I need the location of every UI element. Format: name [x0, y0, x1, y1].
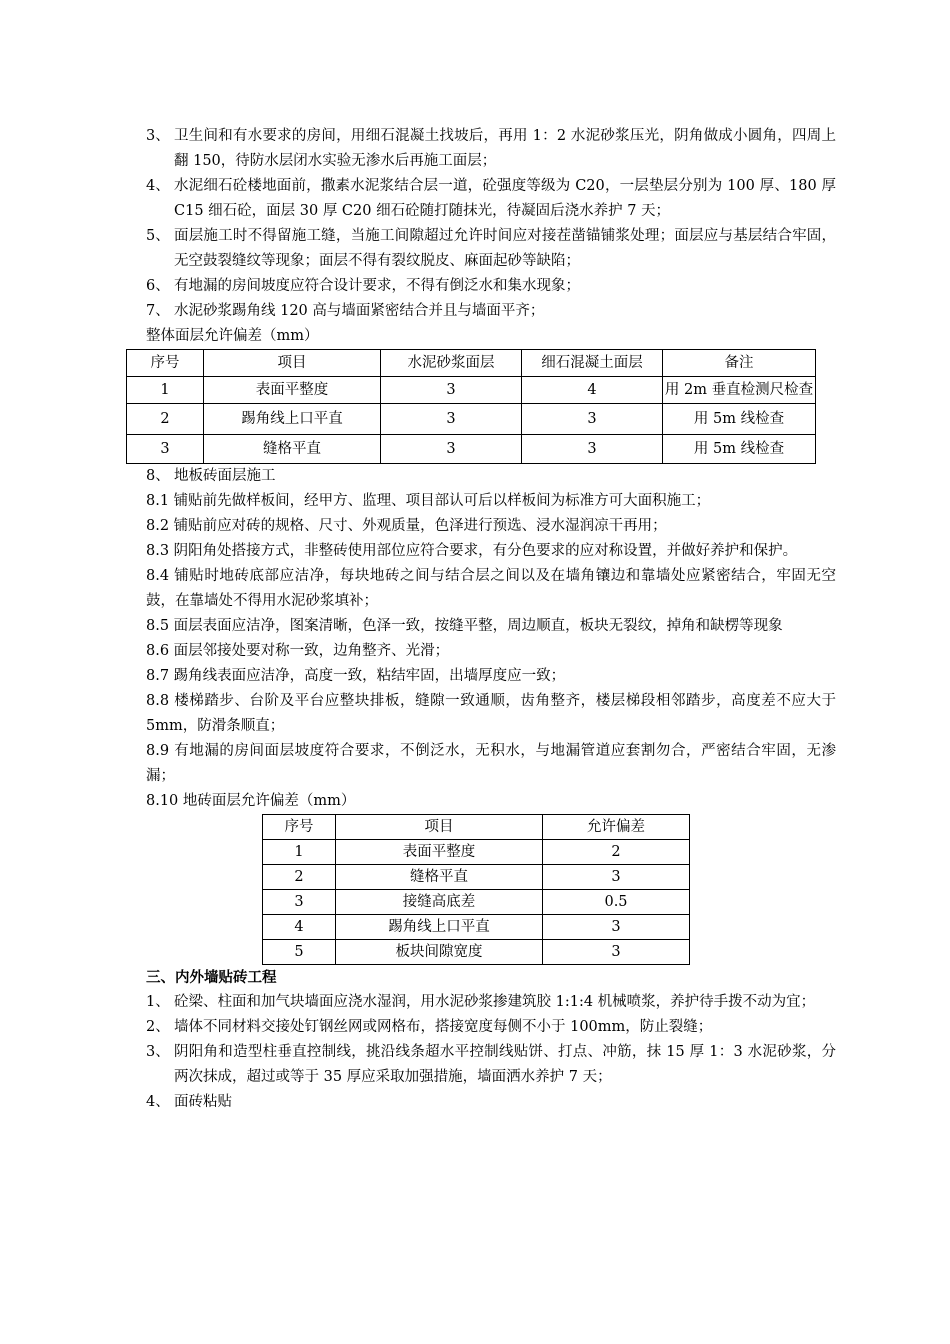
- paragraph-8-6: 8.6 面层邻接处要对称一致，边角整齐、光滑；: [146, 643, 450, 659]
- item-text: 卫生间和有水要求的房间，用细石混凝土找坡后，再用 1：2 水泥砂浆压光，阴角做成小圆角，四周上翻 150，待防水层闭水实验无渗水后再施工面层；: [174, 128, 836, 169]
- list-item-3: [146, 124, 836, 174]
- floor-tile-paragraphs: [146, 489, 836, 789]
- table-row: [127, 377, 816, 404]
- item-number: 3、: [146, 128, 170, 144]
- table-row: [127, 435, 816, 464]
- table-row: [263, 940, 690, 965]
- table-cell: 0.5: [543, 890, 690, 915]
- table2-caption: 8.10 地砖面层允许偏差（mm）: [146, 793, 356, 809]
- table-row: [263, 890, 690, 915]
- list-c: [146, 990, 836, 1115]
- table-header-cell: 序号: [127, 350, 204, 377]
- table-header-row: [263, 815, 690, 840]
- table-cell: 2: [543, 840, 690, 865]
- list-item-4: [146, 174, 836, 224]
- table-header-cell: 项目: [336, 815, 543, 840]
- table-header-cell: 序号: [263, 815, 336, 840]
- table-cell: 表面平整度: [336, 840, 543, 865]
- wall-tile-item-1: [146, 990, 836, 1015]
- paragraph-8-9: 8.9 有地漏的房间面层坡度符合要求，不倒泛水，无积水，与地漏管道应套割勿合，严密结合牢固，无渗漏；: [146, 743, 836, 784]
- table-cell: 用 5m 线检查: [663, 435, 816, 464]
- table-cell: 踢角线上口平直: [204, 404, 381, 435]
- table-cell: 用 2m 垂直检测尺检查: [663, 377, 816, 404]
- paragraph-8-3: 8.3 阴阳角处搭接方式，非整砖使用部位应符合要求，有分色要求的应对称设置，并做好养护和保护。: [146, 543, 798, 559]
- table-cell: 3: [543, 865, 690, 890]
- list-a: [146, 124, 836, 324]
- paragraph-8-8: 8.8 楼梯踏步、台阶及平台应整块排板，缝隙一致通顺，齿角整齐，楼层梯段相邻踏步，高度差不应大于 5mm，防滑条顺直；: [146, 693, 836, 734]
- paragraph-8-4: 8.4 铺贴时地砖底部应洁净，每块地砖之间与结合层之间以及在墙角镶边和靠墙处应紧密结合，牢固无空鼓，在靠墙处不得用水泥砂浆填补；: [146, 568, 836, 609]
- table-header-cell: 允许偏差: [543, 815, 690, 840]
- item-number: 4、: [146, 178, 170, 194]
- item-number: 5、: [146, 228, 170, 244]
- list-item-6: [146, 274, 836, 299]
- table-header-cell: 项目: [204, 350, 381, 377]
- floor-tile-tolerance-table: [262, 814, 690, 965]
- item-text: 阴阳角和造型柱垂直控制线，挑沿线条超水平控制线贴饼、打点、冲筋，抹 15 厚 1：3 水泥砂浆，分两次抹成，超过或等于 35 厚应采取加强措施，墙面洒水养护 7 天；: [174, 1044, 836, 1085]
- wall-tile-item-3: [146, 1040, 836, 1090]
- table-cell: 板块间隙宽度: [336, 940, 543, 965]
- paragraph-8-1: 8.1 铺贴前先做样板间，经甲方、监理、项目部认可后以样板间为标准方可大面积施工；: [146, 493, 711, 509]
- list-item-8: [146, 464, 836, 489]
- item-text: 水泥细石砼楼地面前，撒素水泥浆结合层一道，砼强度等级为 C20，一层垫层分别为 100 厚、180 厚 C15 细石砼，面层 30 厚 C20 细石砼随打随抹光，待凝固后浇水养护 7 天；: [174, 178, 836, 219]
- table-cell: 3: [381, 404, 522, 435]
- item-text: 水泥砂浆踢角线 120 高与墙面紧密结合并且与墙面平齐；: [174, 303, 545, 319]
- table-cell: 缝格平直: [336, 865, 543, 890]
- table-header-cell: 细石混凝土面层: [522, 350, 663, 377]
- table-cell: 3: [127, 435, 204, 464]
- wall-tile-item-4: [146, 1090, 836, 1115]
- table-header-cell: 水泥砂浆面层: [381, 350, 522, 377]
- table-cell: 3: [381, 435, 522, 464]
- item-number: 8、: [146, 468, 170, 484]
- table-cell: 5: [263, 940, 336, 965]
- table-cell: 3: [522, 404, 663, 435]
- table-cell: 3: [543, 940, 690, 965]
- document-page: [146, 124, 836, 1115]
- table-cell: 接缝高底差: [336, 890, 543, 915]
- table1-caption: 整体面层允许偏差（mm）: [146, 328, 319, 344]
- overall-surface-tolerance-table: [126, 349, 816, 464]
- table-cell: 2: [263, 865, 336, 890]
- table-cell: 4: [263, 915, 336, 940]
- table-cell: 踢角线上口平直: [336, 915, 543, 940]
- table-cell: 3: [381, 377, 522, 404]
- wall-tile-item-2: [146, 1015, 836, 1040]
- paragraph-8-5: 8.5 面层表面应洁净，图案清晰，色泽一致，按缝平整，周边顺直，板块无裂纹，掉角和缺楞等现象: [146, 618, 783, 634]
- table-cell: 4: [522, 377, 663, 404]
- paragraph-8-7: 8.7 踢角线表面应洁净，高度一致，粘结牢固，出墙厚度应一致；: [146, 668, 566, 684]
- table-cell: 3: [522, 435, 663, 464]
- item-number: 4、: [146, 1094, 170, 1110]
- item-number: 6、: [146, 278, 170, 294]
- table-cell: 缝格平直: [204, 435, 381, 464]
- table-cell: 3: [543, 915, 690, 940]
- item-number: 1、: [146, 994, 170, 1010]
- item-text: 墙体不同材料交接处钉钢丝网或网格布，搭接宽度每侧不小于 100mm，防止裂缝；: [174, 1019, 713, 1035]
- list-item-5: [146, 224, 836, 274]
- table-cell: 2: [127, 404, 204, 435]
- table-row: [127, 404, 816, 435]
- item-text: 面砖粘贴: [174, 1094, 232, 1110]
- item-text: 面层施工时不得留施工缝，当施工间隙超过允许时间应对接茬凿锚铺浆处理；面层应与基层结合牢固，无空鼓裂缝纹等现象；面层不得有裂纹脱皮、麻面起砂等缺陷；: [174, 228, 836, 269]
- item-number: 7、: [146, 303, 170, 319]
- section-3-heading: 三、内外墙贴砖工程: [146, 969, 277, 986]
- item-text: 砼梁、柱面和加气块墙面应浇水湿润，用水泥砂浆掺建筑胶 1:1:4 机械喷浆，养护待手拨不动为宜；: [174, 994, 816, 1010]
- item-text: 有地漏的房间坡度应符合设计要求，不得有倒泛水和集水现象；: [174, 278, 580, 294]
- item-number: 2、: [146, 1019, 170, 1035]
- table-cell: 1: [127, 377, 204, 404]
- list-item-7: [146, 299, 836, 324]
- table-cell: 表面平整度: [204, 377, 381, 404]
- table-row: [263, 840, 690, 865]
- table-cell: 1: [263, 840, 336, 865]
- table-header-row: [127, 350, 816, 377]
- item-number: 3、: [146, 1044, 170, 1060]
- table-row: [263, 865, 690, 890]
- table-cell: 用 5m 线检查: [663, 404, 816, 435]
- table-row: [263, 915, 690, 940]
- table-header-cell: 备注: [663, 350, 816, 377]
- item-text: 地板砖面层施工: [174, 468, 276, 484]
- table-cell: 3: [263, 890, 336, 915]
- paragraph-8-2: 8.2 铺贴前应对砖的规格、尺寸、外观质量，色泽进行预选、浸水湿润凉干再用；: [146, 518, 667, 534]
